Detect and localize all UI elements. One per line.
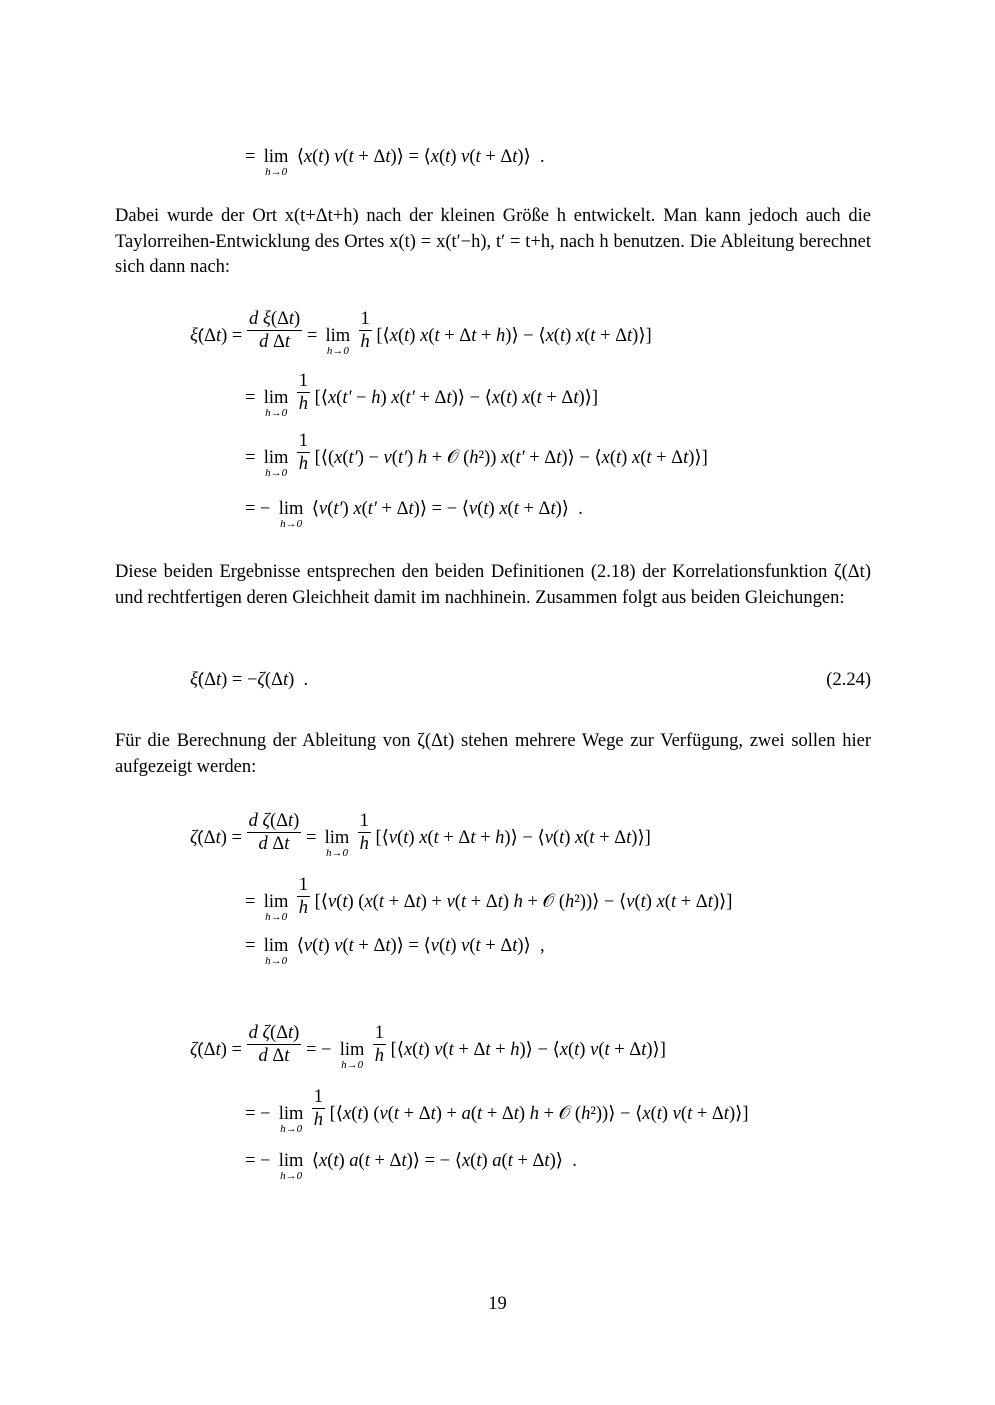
equation-xi-dot-4: = − lim h→0 ⟨v(t′) x(t′ + Δt)⟩ = − ⟨v(t) x(t + Δt)⟩ . [245, 499, 583, 530]
paragraph-results: Diese beiden Ergebnisse entsprechen den beiden Definitionen (2.18) der Korrelationsfunktion ζ(Δt) und rechtfertigen deren Gleichheit damit im nachhinein. Zusammen folgt aus beiden Gleichungen: [115, 562, 871, 608]
equation-zeta-dot-b-2: = − lim h→0 $\frac{1}{h}$ [⟨x(t) (v(t + Δt) + a(t + Δt) h + 𝒪 (h²))⟩ − ⟨x(t) v(t + Δt)⟩] [245, 1087, 749, 1135]
equation-zeta-dot-b-3: = − lim h→0 ⟨x(t) a(t + Δt)⟩ = − ⟨x(t) a(t + Δt)⟩ . [245, 1151, 577, 1182]
equation-xi-dot-3: = lim h→0 $\frac{1}{h}$ [⟨(x(t′) − v(t′) h + 𝒪 (h²)) x(t′ + Δt)⟩ − ⟨x(t) x(t + Δt)⟩] [245, 431, 708, 479]
equation-zeta-dot-a-3: = lim h→0 ⟨v(t) v(t + Δt)⟩ = ⟨v(t) v(t + Δt)⟩ , [245, 936, 545, 967]
equation-2-24: ξ̇(Δt) = −ζ(Δt) . [190, 670, 309, 690]
equation-xi-dot-1: ξ̇(Δt) = $\frac{\text{d ξ(Δt)}}{\text{d Δt}}$ = lim h→0 $\frac{1}{h}$ [⟨x(t) x(t + Δt + h)⟩ − ⟨x(t) x(t + Δt)⟩] [190, 309, 652, 357]
paragraph-derivative: Für die Berechnung der Ableitung von ζ(Δt) stehen mehrere Wege zur Verfügung, zwei sollen hier aufgezeigt werden: [115, 731, 871, 777]
equation-number: (2.24) [826, 670, 871, 690]
paragraph-taylor: Dabei wurde der Ort x(t+Δt+h) nach der kleinen Größe h entwickelt. Man kann jedoch auch die Taylorreihen-Entwicklung des Ortes x(t) = x(t′−h), t′ = t+h, nach h benutzen. Die Ableitung berechnet sich dann nach: [115, 206, 871, 277]
equation-zeta-dot-b-1: ζ̇(Δt) = $\frac{\text{d ζ(Δt)}}{\text{d Δt}}$ = − lim h→0 $\frac{1}{h}$ [⟨x(t) v(t + Δt + h)⟩ − ⟨x(t) v(t + Δt)⟩] [190, 1023, 666, 1071]
equation-top-line: = lim h→0 ⟨x(t) v(t + Δt)⟩ = ⟨x(t) v(t + Δt)⟩ . [245, 147, 545, 178]
equation-xi-dot-2: = lim h→0 $\frac{1}{h}$ [⟨x(t′ − h) x(t′ + Δt)⟩ − ⟨x(t) x(t + Δt)⟩] [245, 371, 598, 419]
page-number: 19 [488, 1294, 507, 1314]
equation-zeta-dot-a-1: ζ̇(Δt) = $\frac{\text{d ζ(Δt)}}{\text{d Δt}}$ = lim h→0 $\frac{1}{h}$ [⟨v(t) x(t + Δt + h)⟩ − ⟨v(t) x(t + Δt)⟩] [190, 811, 651, 859]
equation-zeta-dot-a-2: = lim h→0 $\frac{1}{h}$ [⟨v(t) (x(t + Δt) + v(t + Δt) h + 𝒪 (h²))⟩ − ⟨v(t) x(t + Δt)⟩] [245, 875, 733, 923]
